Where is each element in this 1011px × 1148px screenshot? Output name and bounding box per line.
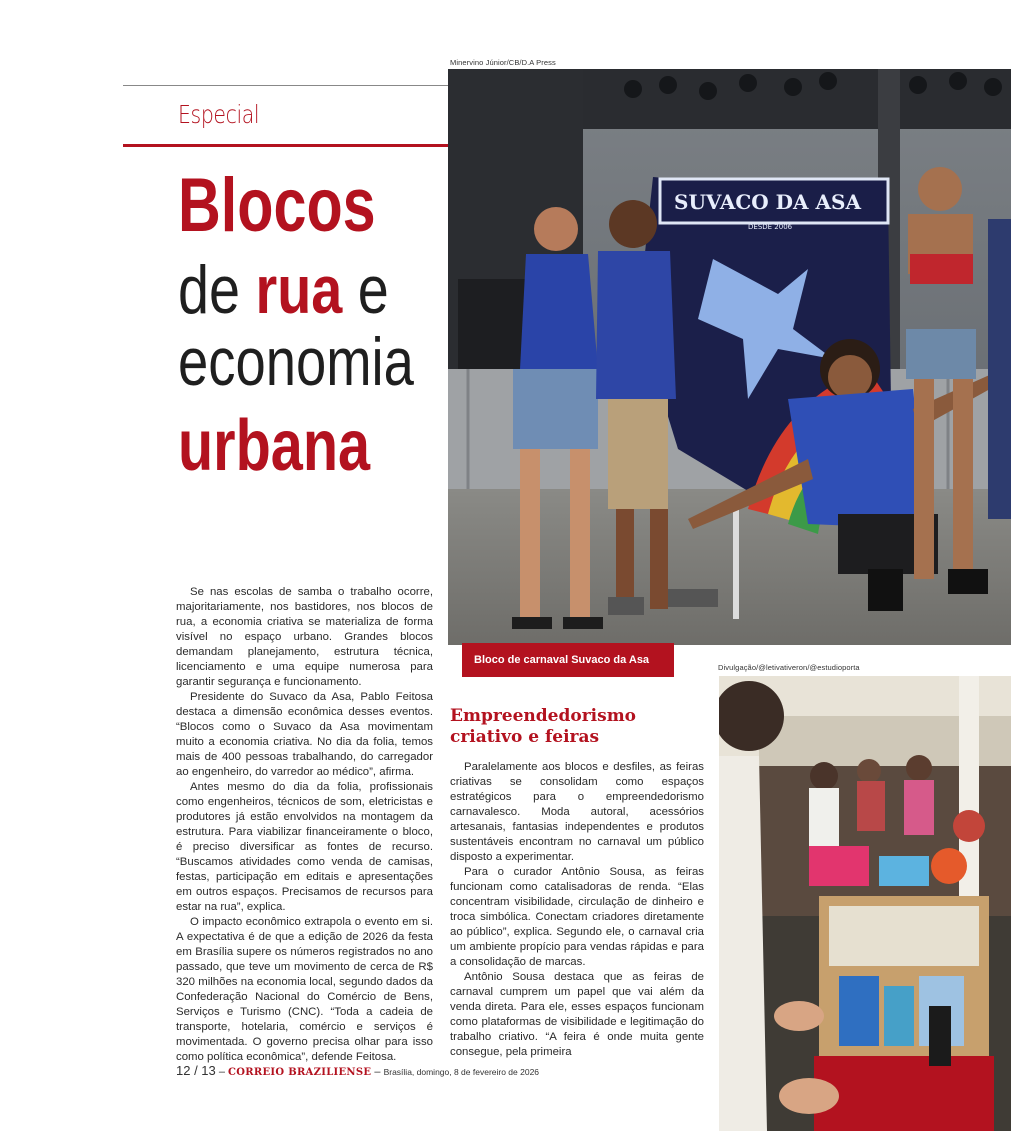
- headline-line-1: Blocos: [178, 163, 376, 248]
- page-footer: [176, 1063, 539, 1078]
- headline-line-3: economia: [178, 324, 414, 400]
- section-label: Especial: [178, 100, 260, 129]
- left-paragraph-3: Antes mesmo do dia da folia, profissionais como engenheiros, técnicos de som, eletricistas e produtores já estão envolvidos na montagem da estrutura. Para viabilizar financeiramente o bloco, é preciso diversificar as fontes de recurso. “Buscamos atividades como venda de camisas, festas, participação em editais e apresentações em outros espaços. Precisamos de recursos para estar na rua”, explica.: [176, 781, 433, 913]
- photo-credit-second: Divulgação/@letivativeron/@estudioporta: [718, 663, 860, 672]
- second-photo: [719, 676, 1011, 1131]
- top-rule: [123, 85, 448, 86]
- left-paragraph-4: O impacto econômico extrapola o evento em si. A expectativa é de que a edição de 2026 da festa em Brasília supere os números registrados no ano passado, que teve um movimento de cerca de R$ 320 milhões na economia local, segundo dados da Confederação Nacional do Comércio de Bens, Serviços e Turismo (CNC). “Toda a cadeia de transporte, hotelaria, comércio e serviços é movimentada. O governo precisa olhar para isso como política econômica”, defende Feitosa.: [176, 916, 433, 1063]
- left-paragraph-2: Presidente do Suvaco da Asa, Pablo Feitosa destaca a dimensão econômica desses eventos. “Blocos como o Suvaco da Asa movimentam muito a economia criativa. No dia da folia, temos mais de 400 pessoas trabalhando, do carregador ao engenheiro, do varredor ao médico”, afirma.: [176, 691, 433, 778]
- article-right-column: [450, 760, 704, 1060]
- newspaper-brand: CORREIO BRAZILIENSE: [228, 1067, 372, 1078]
- headline-word-rua: rua: [255, 252, 343, 328]
- footer-dash-1: –: [218, 1066, 225, 1078]
- second-photo-illustration: [719, 676, 1011, 1131]
- subhead: Empreendedorismo criativo e feiras: [450, 706, 637, 747]
- right-paragraph-3: Antônio Sousa destaca que as feiras de carnaval cumprem um papel que vai além da venda direta. Para ele, esses espaços funcionam como plataformas de visibilidade e legitimação do trabalho criativo. “A feira é onde muita gente consegue, pela primeira: [450, 971, 704, 1058]
- banner-title: SUVACO DA ASA: [674, 190, 861, 214]
- issue-date: Brasília, domingo, 8 de fevereiro de 2026: [383, 1067, 540, 1077]
- photo-credit-main: Minervino Júnior/CB/D.A Press: [450, 58, 556, 67]
- article-left-column: [176, 585, 433, 1065]
- right-paragraph-2: Para o curador Antônio Sousa, as feiras funcionam como catalisadoras de renda. “Elas concentram visibilidade, circulação de dinheiro e troca simbólica. Conectam criadores diretamente ao público”, explica. Segundo ele, o carnaval cria um ambiente propício para vendas rápidas e para a consolidação de marcas.: [450, 866, 704, 968]
- footer-dash-2: –: [374, 1066, 381, 1078]
- headline: [178, 163, 443, 490]
- right-paragraph-1: Paralelamente aos blocos e desfiles, as feiras criativas se consolidam como espaços estratégicos para o empreendedorismo carnavalesco. Moda autoral, acessórios artesanais, fantasias independentes e produtos sustentáveis encontram no carnaval um público disposto a experimentar.: [450, 761, 704, 863]
- main-photo-illustration: [448, 69, 1011, 645]
- headline-word-de: de: [178, 252, 256, 328]
- photo-caption: Bloco de carnaval Suvaco da Asa: [474, 654, 650, 666]
- left-paragraph-1: Se nas escolas de samba o trabalho ocorre, majoritariamente, nos bastidores, nos blocos de rua, a economia criativa se materializa de forma visível no espaço urbano. Grandes blocos demandam planejamento, estrutura técnica, licenciamento e uma equipe numerosa para garantir segurança e funcionamento.: [176, 586, 433, 688]
- banner-subtitle: DESDE 2006: [748, 223, 793, 231]
- page-numbers: 12 / 13: [176, 1063, 216, 1078]
- main-photo: [448, 69, 1011, 645]
- headline-word-e: e: [342, 252, 389, 328]
- headline-line-2: [178, 252, 395, 328]
- headline-line-4: urbana: [178, 406, 371, 486]
- section-red-rule: [123, 144, 448, 147]
